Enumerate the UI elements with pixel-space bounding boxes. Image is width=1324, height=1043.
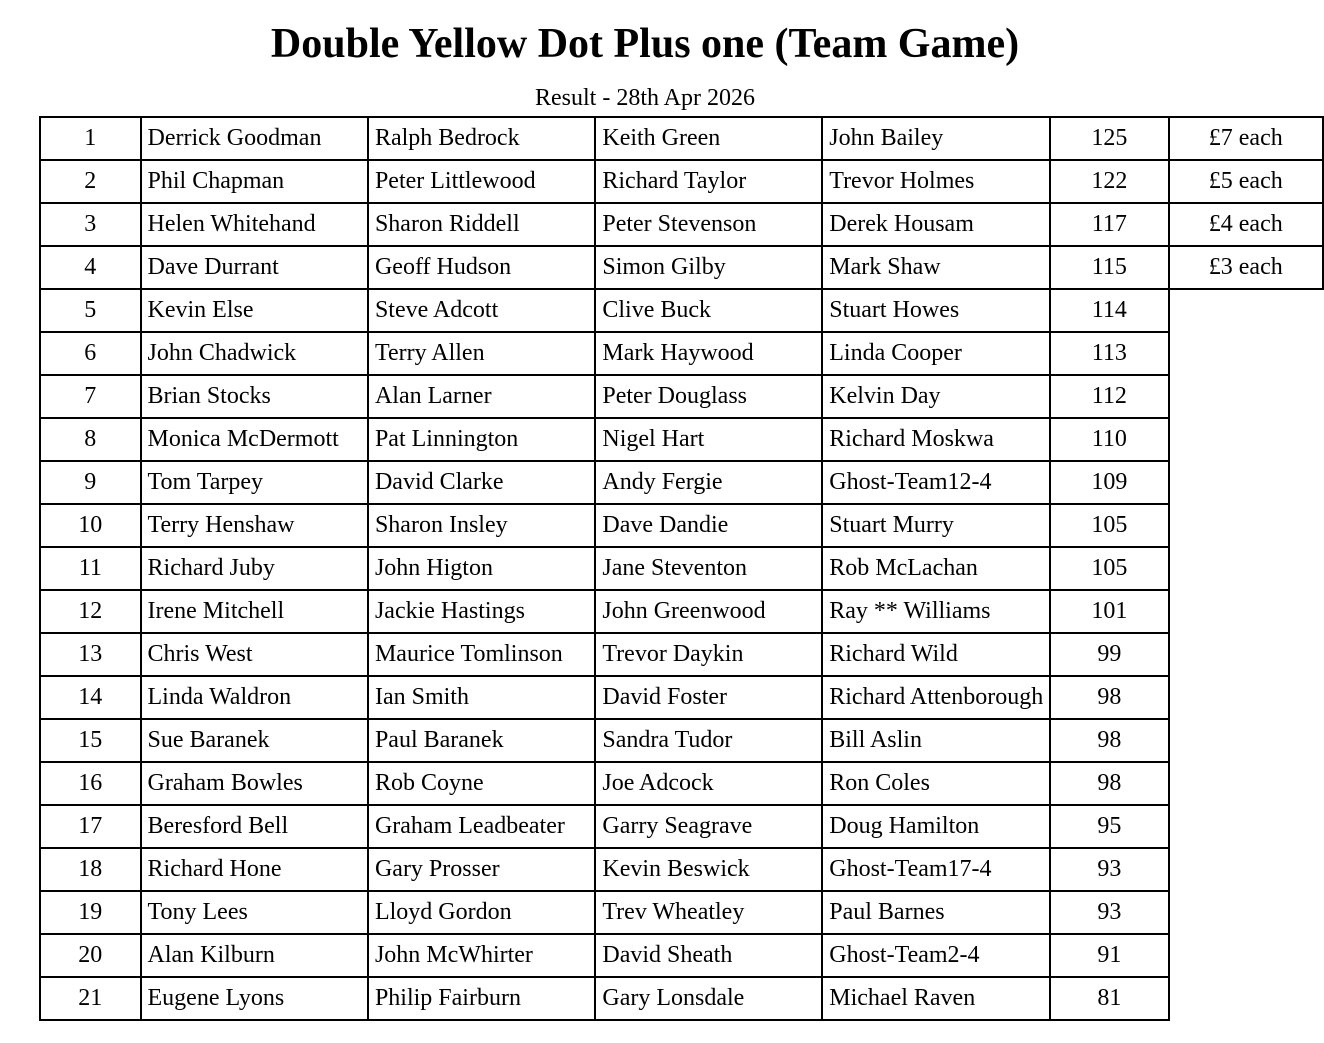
player-2-cell: John Higton bbox=[368, 547, 595, 590]
position-cell: 21 bbox=[40, 977, 141, 1020]
page-title: Double Yellow Dot Plus one (Team Game) bbox=[270, 21, 1020, 67]
player-1-cell: Irene Mitchell bbox=[141, 590, 368, 633]
empty-prize-cell bbox=[1169, 375, 1323, 418]
player-4-cell: Linda Cooper bbox=[822, 332, 1050, 375]
player-1-cell: Chris West bbox=[141, 633, 368, 676]
player-3-cell: Trev Wheatley bbox=[595, 891, 822, 934]
position-cell: 7 bbox=[40, 375, 141, 418]
player-2-cell: Gary Prosser bbox=[368, 848, 595, 891]
player-2-cell: Sharon Insley bbox=[368, 504, 595, 547]
table-row bbox=[40, 203, 1323, 246]
player-4-cell: John Bailey bbox=[822, 117, 1050, 160]
player-1-cell: Beresford Bell bbox=[141, 805, 368, 848]
score-cell: 98 bbox=[1050, 719, 1168, 762]
position-cell: 9 bbox=[40, 461, 141, 504]
score-cell: 93 bbox=[1050, 848, 1168, 891]
player-2-cell: Sharon Riddell bbox=[368, 203, 595, 246]
empty-prize-cell bbox=[1169, 633, 1323, 676]
empty-prize-cell bbox=[1169, 289, 1323, 332]
player-4-cell: Michael Raven bbox=[822, 977, 1050, 1020]
player-1-cell: Linda Waldron bbox=[141, 676, 368, 719]
player-2-cell: John McWhirter bbox=[368, 934, 595, 977]
player-3-cell: Jane Steventon bbox=[595, 547, 822, 590]
prize-cell: £4 each bbox=[1169, 203, 1323, 246]
table-row bbox=[40, 719, 1323, 762]
result-date: Result - 28th Apr 2026 bbox=[535, 85, 755, 111]
player-1-cell: Kevin Else bbox=[141, 289, 368, 332]
player-2-cell: Graham Leadbeater bbox=[368, 805, 595, 848]
table-row bbox=[40, 590, 1323, 633]
player-3-cell: Nigel Hart bbox=[595, 418, 822, 461]
player-2-cell: Peter Littlewood bbox=[368, 160, 595, 203]
score-cell: 122 bbox=[1050, 160, 1168, 203]
score-cell: 109 bbox=[1050, 461, 1168, 504]
position-cell: 1 bbox=[40, 117, 141, 160]
player-1-cell: Richard Juby bbox=[141, 547, 368, 590]
empty-prize-cell bbox=[1169, 805, 1323, 848]
player-3-cell: John Greenwood bbox=[595, 590, 822, 633]
prize-cell: £5 each bbox=[1169, 160, 1323, 203]
player-2-cell: Jackie Hastings bbox=[368, 590, 595, 633]
position-cell: 12 bbox=[40, 590, 141, 633]
score-cell: 113 bbox=[1050, 332, 1168, 375]
player-2-cell: Steve Adcott bbox=[368, 289, 595, 332]
player-4-cell: Stuart Howes bbox=[822, 289, 1050, 332]
player-3-cell: Andy Fergie bbox=[595, 461, 822, 504]
player-1-cell: Phil Chapman bbox=[141, 160, 368, 203]
score-cell: 81 bbox=[1050, 977, 1168, 1020]
score-cell: 95 bbox=[1050, 805, 1168, 848]
player-3-cell: Dave Dandie bbox=[595, 504, 822, 547]
player-1-cell: Eugene Lyons bbox=[141, 977, 368, 1020]
position-cell: 11 bbox=[40, 547, 141, 590]
score-cell: 110 bbox=[1050, 418, 1168, 461]
empty-prize-cell bbox=[1169, 848, 1323, 891]
position-cell: 5 bbox=[40, 289, 141, 332]
empty-prize-cell bbox=[1169, 590, 1323, 633]
player-2-cell: Pat Linnington bbox=[368, 418, 595, 461]
position-cell: 3 bbox=[40, 203, 141, 246]
player-3-cell: Richard Taylor bbox=[595, 160, 822, 203]
player-1-cell: Richard Hone bbox=[141, 848, 368, 891]
score-cell: 117 bbox=[1050, 203, 1168, 246]
empty-prize-cell bbox=[1169, 418, 1323, 461]
player-4-cell: Rob McLachan bbox=[822, 547, 1050, 590]
player-2-cell: Paul Baranek bbox=[368, 719, 595, 762]
position-cell: 4 bbox=[40, 246, 141, 289]
empty-prize-cell bbox=[1169, 891, 1323, 934]
table-row bbox=[40, 676, 1323, 719]
player-2-cell: Terry Allen bbox=[368, 332, 595, 375]
score-cell: 98 bbox=[1050, 676, 1168, 719]
player-4-cell: Bill Aslin bbox=[822, 719, 1050, 762]
player-3-cell: Garry Seagrave bbox=[595, 805, 822, 848]
empty-prize-cell bbox=[1169, 332, 1323, 375]
score-cell: 105 bbox=[1050, 547, 1168, 590]
position-cell: 2 bbox=[40, 160, 141, 203]
position-cell: 14 bbox=[40, 676, 141, 719]
table-row bbox=[40, 633, 1323, 676]
score-cell: 93 bbox=[1050, 891, 1168, 934]
player-3-cell: Clive Buck bbox=[595, 289, 822, 332]
table-row bbox=[40, 504, 1323, 547]
table-row bbox=[40, 805, 1323, 848]
player-1-cell: Brian Stocks bbox=[141, 375, 368, 418]
table-row bbox=[40, 762, 1323, 805]
player-3-cell: Keith Green bbox=[595, 117, 822, 160]
table-row bbox=[40, 289, 1323, 332]
player-3-cell: Joe Adcock bbox=[595, 762, 822, 805]
player-3-cell: Gary Lonsdale bbox=[595, 977, 822, 1020]
prize-cell: £7 each bbox=[1169, 117, 1323, 160]
table-row bbox=[40, 117, 1323, 160]
position-cell: 6 bbox=[40, 332, 141, 375]
player-2-cell: David Clarke bbox=[368, 461, 595, 504]
player-1-cell: Tony Lees bbox=[141, 891, 368, 934]
player-3-cell: Trevor Daykin bbox=[595, 633, 822, 676]
score-cell: 99 bbox=[1050, 633, 1168, 676]
score-cell: 98 bbox=[1050, 762, 1168, 805]
player-2-cell: Alan Larner bbox=[368, 375, 595, 418]
score-cell: 125 bbox=[1050, 117, 1168, 160]
player-2-cell: Maurice Tomlinson bbox=[368, 633, 595, 676]
player-1-cell: Alan Kilburn bbox=[141, 934, 368, 977]
table-row bbox=[40, 977, 1323, 1020]
player-4-cell: Stuart Murry bbox=[822, 504, 1050, 547]
table-row bbox=[40, 246, 1323, 289]
table-row bbox=[40, 160, 1323, 203]
player-3-cell: Peter Douglass bbox=[595, 375, 822, 418]
player-1-cell: Graham Bowles bbox=[141, 762, 368, 805]
player-4-cell: Kelvin Day bbox=[822, 375, 1050, 418]
player-4-cell: Ghost-Team2-4 bbox=[822, 934, 1050, 977]
player-4-cell: Richard Attenborough bbox=[822, 676, 1050, 719]
table-row bbox=[40, 848, 1323, 891]
results-table bbox=[39, 116, 1324, 1021]
empty-prize-cell bbox=[1169, 504, 1323, 547]
results-table-body bbox=[40, 117, 1323, 1020]
player-2-cell: Geoff Hudson bbox=[368, 246, 595, 289]
player-1-cell: Tom Tarpey bbox=[141, 461, 368, 504]
score-cell: 115 bbox=[1050, 246, 1168, 289]
player-1-cell: Sue Baranek bbox=[141, 719, 368, 762]
table-row bbox=[40, 375, 1323, 418]
table-row bbox=[40, 547, 1323, 590]
player-3-cell: Mark Haywood bbox=[595, 332, 822, 375]
player-4-cell: Ghost-Team17-4 bbox=[822, 848, 1050, 891]
score-cell: 101 bbox=[1050, 590, 1168, 633]
position-cell: 13 bbox=[40, 633, 141, 676]
player-4-cell: Doug Hamilton bbox=[822, 805, 1050, 848]
score-cell: 105 bbox=[1050, 504, 1168, 547]
empty-prize-cell bbox=[1169, 676, 1323, 719]
player-1-cell: Helen Whitehand bbox=[141, 203, 368, 246]
empty-prize-cell bbox=[1169, 977, 1323, 1020]
position-cell: 18 bbox=[40, 848, 141, 891]
position-cell: 15 bbox=[40, 719, 141, 762]
empty-prize-cell bbox=[1169, 934, 1323, 977]
player-4-cell: Paul Barnes bbox=[822, 891, 1050, 934]
player-1-cell: Monica McDermott bbox=[141, 418, 368, 461]
score-cell: 91 bbox=[1050, 934, 1168, 977]
prize-cell: £3 each bbox=[1169, 246, 1323, 289]
player-2-cell: Lloyd Gordon bbox=[368, 891, 595, 934]
player-1-cell: Terry Henshaw bbox=[141, 504, 368, 547]
position-cell: 16 bbox=[40, 762, 141, 805]
player-4-cell: Trevor Holmes bbox=[822, 160, 1050, 203]
table-row bbox=[40, 332, 1323, 375]
table-row bbox=[40, 461, 1323, 504]
table-row bbox=[40, 418, 1323, 461]
player-3-cell: Peter Stevenson bbox=[595, 203, 822, 246]
position-cell: 19 bbox=[40, 891, 141, 934]
player-4-cell: Ron Coles bbox=[822, 762, 1050, 805]
player-1-cell: John Chadwick bbox=[141, 332, 368, 375]
player-4-cell: Derek Housam bbox=[822, 203, 1050, 246]
player-3-cell: David Foster bbox=[595, 676, 822, 719]
player-4-cell: Ghost-Team12-4 bbox=[822, 461, 1050, 504]
position-cell: 20 bbox=[40, 934, 141, 977]
player-2-cell: Rob Coyne bbox=[368, 762, 595, 805]
empty-prize-cell bbox=[1169, 719, 1323, 762]
player-4-cell: Richard Wild bbox=[822, 633, 1050, 676]
score-cell: 114 bbox=[1050, 289, 1168, 332]
player-2-cell: Ralph Bedrock bbox=[368, 117, 595, 160]
player-3-cell: Simon Gilby bbox=[595, 246, 822, 289]
player-4-cell: Richard Moskwa bbox=[822, 418, 1050, 461]
player-2-cell: Ian Smith bbox=[368, 676, 595, 719]
position-cell: 17 bbox=[40, 805, 141, 848]
score-cell: 112 bbox=[1050, 375, 1168, 418]
player-3-cell: Kevin Beswick bbox=[595, 848, 822, 891]
player-3-cell: Sandra Tudor bbox=[595, 719, 822, 762]
empty-prize-cell bbox=[1169, 547, 1323, 590]
player-3-cell: David Sheath bbox=[595, 934, 822, 977]
table-row bbox=[40, 934, 1323, 977]
player-1-cell: Derrick Goodman bbox=[141, 117, 368, 160]
position-cell: 10 bbox=[40, 504, 141, 547]
player-4-cell: Mark Shaw bbox=[822, 246, 1050, 289]
position-cell: 8 bbox=[40, 418, 141, 461]
table-row bbox=[40, 891, 1323, 934]
player-2-cell: Philip Fairburn bbox=[368, 977, 595, 1020]
empty-prize-cell bbox=[1169, 762, 1323, 805]
player-4-cell: Ray ** Williams bbox=[822, 590, 1050, 633]
empty-prize-cell bbox=[1169, 461, 1323, 504]
player-1-cell: Dave Durrant bbox=[141, 246, 368, 289]
